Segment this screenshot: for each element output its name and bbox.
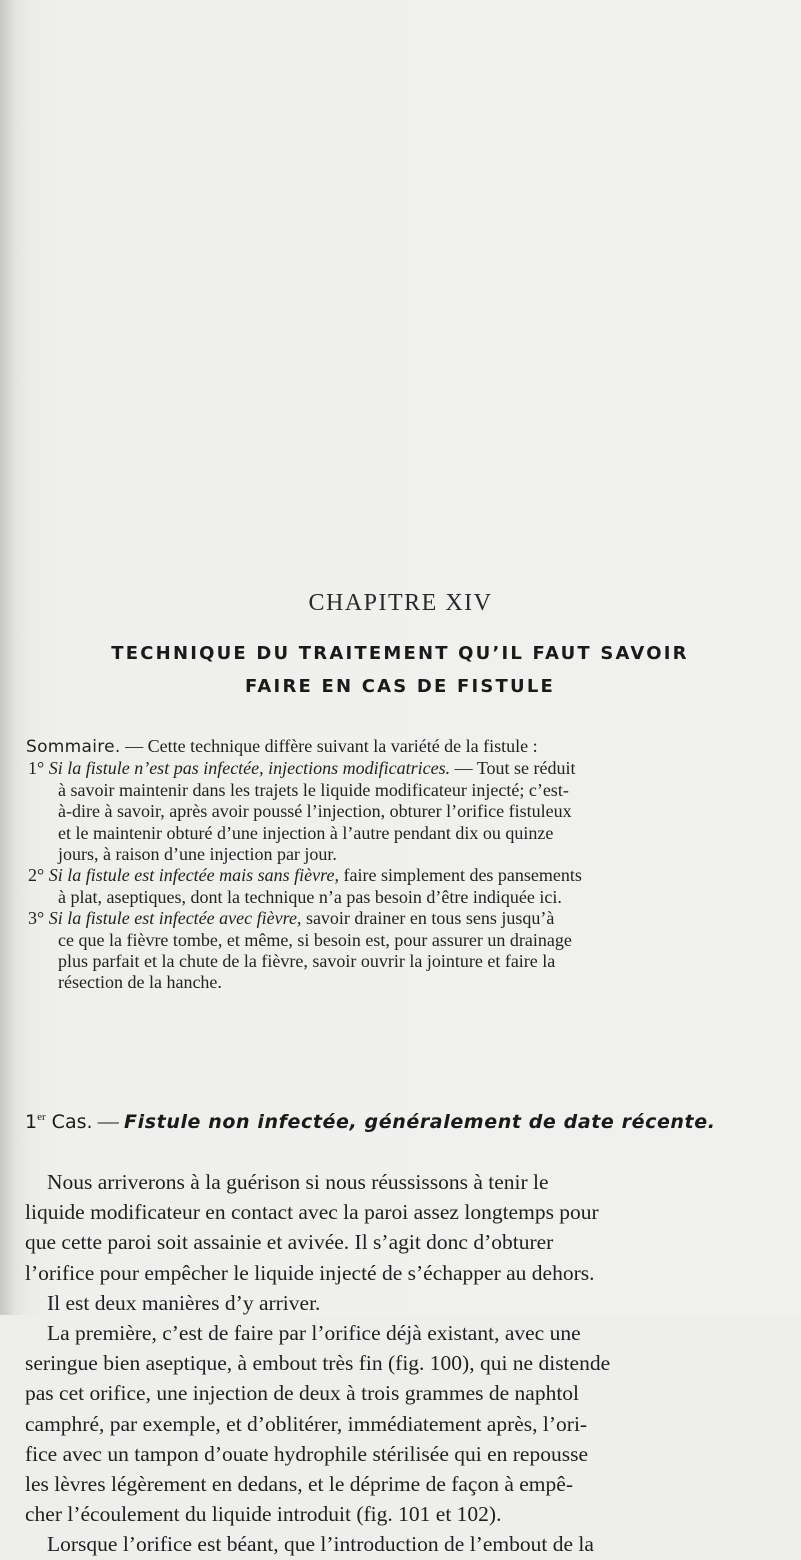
body-line: liquide modificateur en contact avec la paroi assez longtemps pour (25, 1200, 599, 1225)
summary-line (26, 736, 766, 758)
summary-line: jours, à raison d’une injection par jour. (58, 844, 337, 865)
summary-line: ce que la fièvre tombe, et même, si besoin est, pour assurer un drainage (58, 929, 572, 950)
body-line: les lèvres légèrement en dedans, et le déprime de façon à empê- (25, 1472, 573, 1497)
summary-line: et le maintenir obturé d’une injection à l’autre pendant dix ou quinze (58, 822, 554, 843)
summary-line: à savoir maintenir dans les trajets le liquide modificateur injecté; c’est- (58, 779, 569, 800)
summary-line: à plat, aseptiques, dont la technique n’a pas besoin d’être indiquée ici. (58, 886, 562, 907)
summary-line: plus parfait et la chute de la fièvre, savoir ouvrir la jointure et faire la (58, 951, 556, 972)
section-number: 1 (25, 1111, 38, 1133)
item-text: savoir drainer en tous sens jusqu’à (301, 908, 555, 929)
item-number: 2° (28, 865, 49, 886)
summary-line: résection de la hanche. (58, 972, 222, 993)
item-text: faire simplement des pansements (338, 865, 582, 886)
chapter-summary (26, 736, 766, 994)
body-line: l’orifice pour empêcher le liquide injecté de s’échapper au dehors. (25, 1260, 595, 1285)
item-italic: Si la fistule est infectée avec fièvre, (48, 908, 302, 929)
item-italic: Si la fistule n’est pas infectée, injections modificatrices. (48, 758, 451, 779)
body-line: cher l’écoulement du liquide introduit (fig. 101 et 102). (25, 1502, 502, 1527)
chapter-heading: CHAPITRE XIV (308, 590, 493, 616)
body-line: seringue bien aseptique, à embout très fin (fig. 100), qui ne distende (25, 1351, 611, 1376)
body-line: Il est deux manières d’y arriver. (47, 1290, 321, 1315)
summary-text: — Cette technique diffère suivant la variété de la fistule : (120, 736, 538, 756)
chapter-title-line-1: TECHNIQUE DU TRAITEMENT QU’IL FAUT SAVOIR (111, 643, 689, 664)
body-line: camphré, par exemple, et d’oblitérer, immédiatement après, l’ori- (25, 1411, 588, 1436)
summary-item-1 (26, 758, 766, 779)
body-line: pas cet orifice, une injection de deux à trois grammes de naphtol (25, 1381, 580, 1406)
item-number: 1° (28, 758, 49, 779)
section-dash: — (92, 1109, 125, 1133)
item-italic: Si la fistule est infectée mais sans fièvre, (48, 865, 339, 886)
body-line: fice avec un tampon d’ouate hydrophile stérilisée qui en repousse (25, 1441, 588, 1466)
summary-item-2 (26, 865, 766, 886)
section-title: Fistule non infectée, généralement de date récente. (124, 1111, 716, 1133)
body-line: que cette paroi soit assainie et avivée. Il s’agit donc d’obturer (25, 1230, 554, 1255)
body-line: La première, c’est de faire par l’orifice déjà existant, avec une (47, 1321, 581, 1346)
item-text: — Tout se réduit (450, 758, 576, 779)
summary-lead: Sommaire. (26, 737, 121, 757)
chapter-title-line-2: FAIRE EN CAS DE FISTULE (244, 676, 555, 697)
body-line: Lorsque l’orifice est béant, que l’introduction de l’embout de la (47, 1532, 594, 1557)
section-cas-label: Cas. (45, 1111, 93, 1133)
body-paragraphs (25, 1167, 775, 1560)
section-number-sup: er (37, 1111, 46, 1123)
body-line: Nous arriverons à la guérison si nous réussissons à tenir le (47, 1170, 549, 1194)
summary-item-3 (26, 908, 766, 929)
section-heading (25, 1109, 785, 1134)
summary-line: à-dire à savoir, après avoir poussé l’injection, obturer l’orifice fistuleux (58, 801, 572, 822)
page-gutter-shadow (0, 0, 14, 1315)
item-number: 3° (28, 908, 49, 929)
